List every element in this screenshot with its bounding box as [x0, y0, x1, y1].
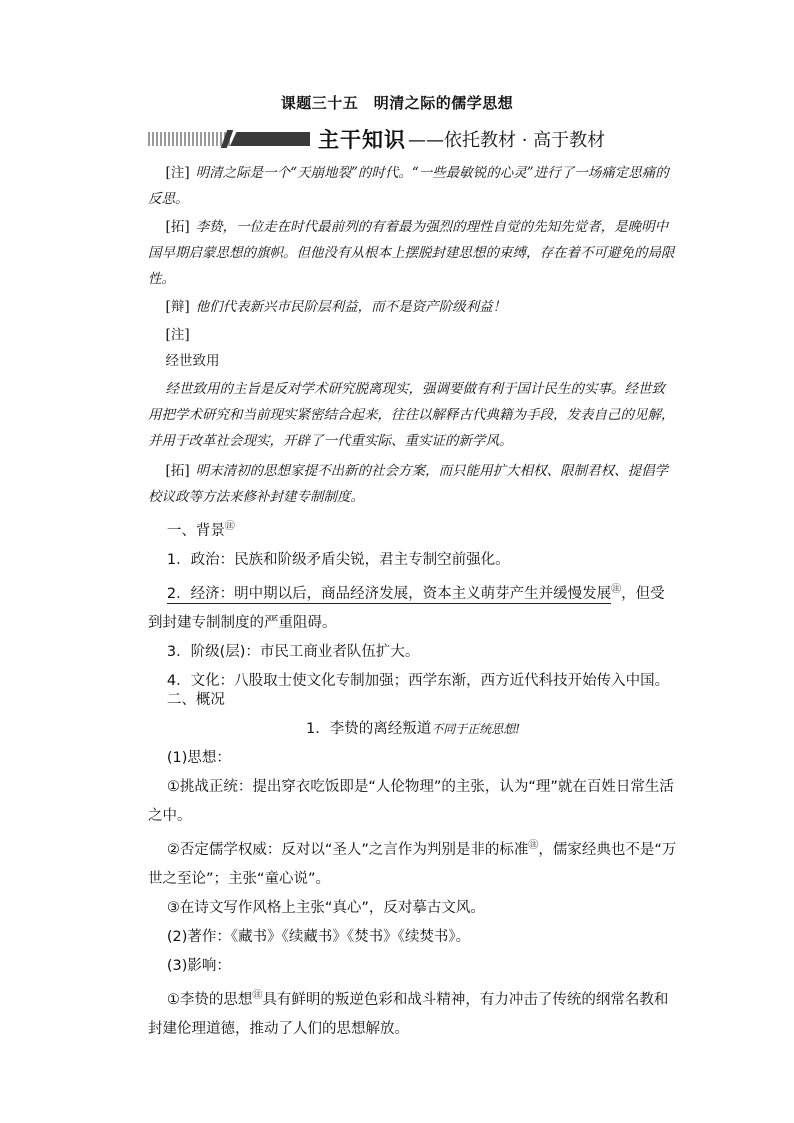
works: (2)著作：《藏书》《续藏书》《焚书》《续焚书》。 — [166, 928, 471, 945]
section-heading: 一、背景 — [166, 522, 225, 539]
list-item — [148, 575, 678, 638]
subheading — [148, 715, 678, 744]
note-heading-text: 经世致用 — [165, 353, 220, 369]
note-tag: [辩] — [165, 299, 190, 315]
list-item: ①挑战正统：提出穿衣吃饭即是“人伦物理”的主张，认为“理”就在百姓日常生活之中。 — [148, 779, 674, 824]
page-title: 课题三十五 明清之际的儒学思想 — [280, 94, 514, 112]
note-tag: [拓] — [165, 463, 190, 479]
handwritten-note: 不同于正统思想! — [431, 722, 521, 736]
influence-label: (3)影响： — [166, 957, 231, 974]
note-text: 他们代表新兴市民阶层利益，而不是资产阶级利益！ — [195, 299, 507, 315]
note-text: 经世致用的主旨是反对学术研究脱离现实，强调要做有利于国计民生的实事。经世致用把学术研究和当前现实紧密结合起来，往往以解释古代典籍为手段，发表自己的见解，并用于改革社会现实，开辟了一代重实际、重实证的新学风。 — [148, 381, 675, 449]
note-heading — [148, 348, 678, 374]
thought-label: (1)思想： — [166, 750, 231, 766]
note-2 — [148, 214, 678, 292]
underlined-text: 2．经济：明中期以后，商品经济发展，资本主义萌芽产生并缓慢发展 — [166, 585, 612, 602]
note-3 — [148, 294, 678, 320]
section-heading: 二、概况 — [166, 692, 225, 708]
note-4 — [148, 322, 678, 348]
list-item-cont: 具有鲜明的叛逆色彩和战斗精神，有力冲击了传统的纲常名教和封建伦理道德，推动了人们的思想解放。 — [148, 991, 669, 1037]
note-tag: [注] — [165, 327, 190, 343]
note-text: 明末清初的思想家提不出新的社会方案，而只能用扩大相权、限制君权、提倡学校议政等方法来修补封建专制制度。 — [148, 463, 669, 505]
section-overview — [148, 686, 678, 1044]
annotation-mark: ㊟ — [252, 989, 263, 1001]
annotation-mark: ㊟ — [611, 583, 622, 595]
note-tag: [拓] — [165, 219, 190, 235]
list-item: 4．文化：八股取士使文化专制加强；西学东渐，西方近代科技开始传入中国。 — [166, 672, 670, 689]
note-5 — [148, 376, 678, 454]
note-6 — [148, 458, 678, 510]
note-text: 李贽，一位走在时代最前列的有着最为强烈的理性自觉的先知先觉者，是晚明中国早期启蒙思想的旗帜。但他没有从根本上摆脱封建思想的束缚，存在着不可避免的局限性。 — [148, 219, 675, 287]
list-item-cont: ，但受到封建专制制度的严重阻碍。 — [148, 585, 665, 631]
list-item: 3．阶级(层)：市民工商业者队伍扩大。 — [166, 643, 420, 660]
note-text: 明清之际是一个“天崩地裂”的时代。“一些最敏锐的心灵”进行了一场痛定思痛的反思。 — [148, 165, 669, 207]
annotation-mark: ㊟ — [528, 840, 539, 851]
list-item-cont: ，儒家经典也不是“万世之至论”；主张“童心说”。 — [148, 841, 677, 887]
banner-stripes — [148, 132, 230, 146]
annotation-mark: ㊟ — [224, 521, 235, 532]
section-banner — [148, 124, 668, 154]
banner-main-text: 主干知识 — [318, 128, 406, 152]
list-item-text: ②否定儒学权威：反对以“圣人”之言作为判别是非的标准 — [166, 841, 529, 858]
list-item — [148, 831, 678, 894]
list-item: ③在诗文写作风格上主张“真心”，反对摹古文风。 — [166, 899, 485, 916]
note-tag: [注] — [165, 165, 190, 181]
section-background — [148, 512, 678, 696]
banner-sub-text: ——依托教材 · 高于教材 — [408, 130, 606, 151]
list-item: 1．政治：民族和阶级矛盾尖锐，君主专制空前强化。 — [166, 551, 510, 568]
list-item-text: ①李贽的思想 — [166, 991, 253, 1008]
banner-bar — [230, 132, 310, 146]
subheading-text: 1．李贽的离经叛道 — [305, 721, 432, 737]
list-item — [148, 981, 678, 1044]
note-1 — [148, 160, 678, 212]
